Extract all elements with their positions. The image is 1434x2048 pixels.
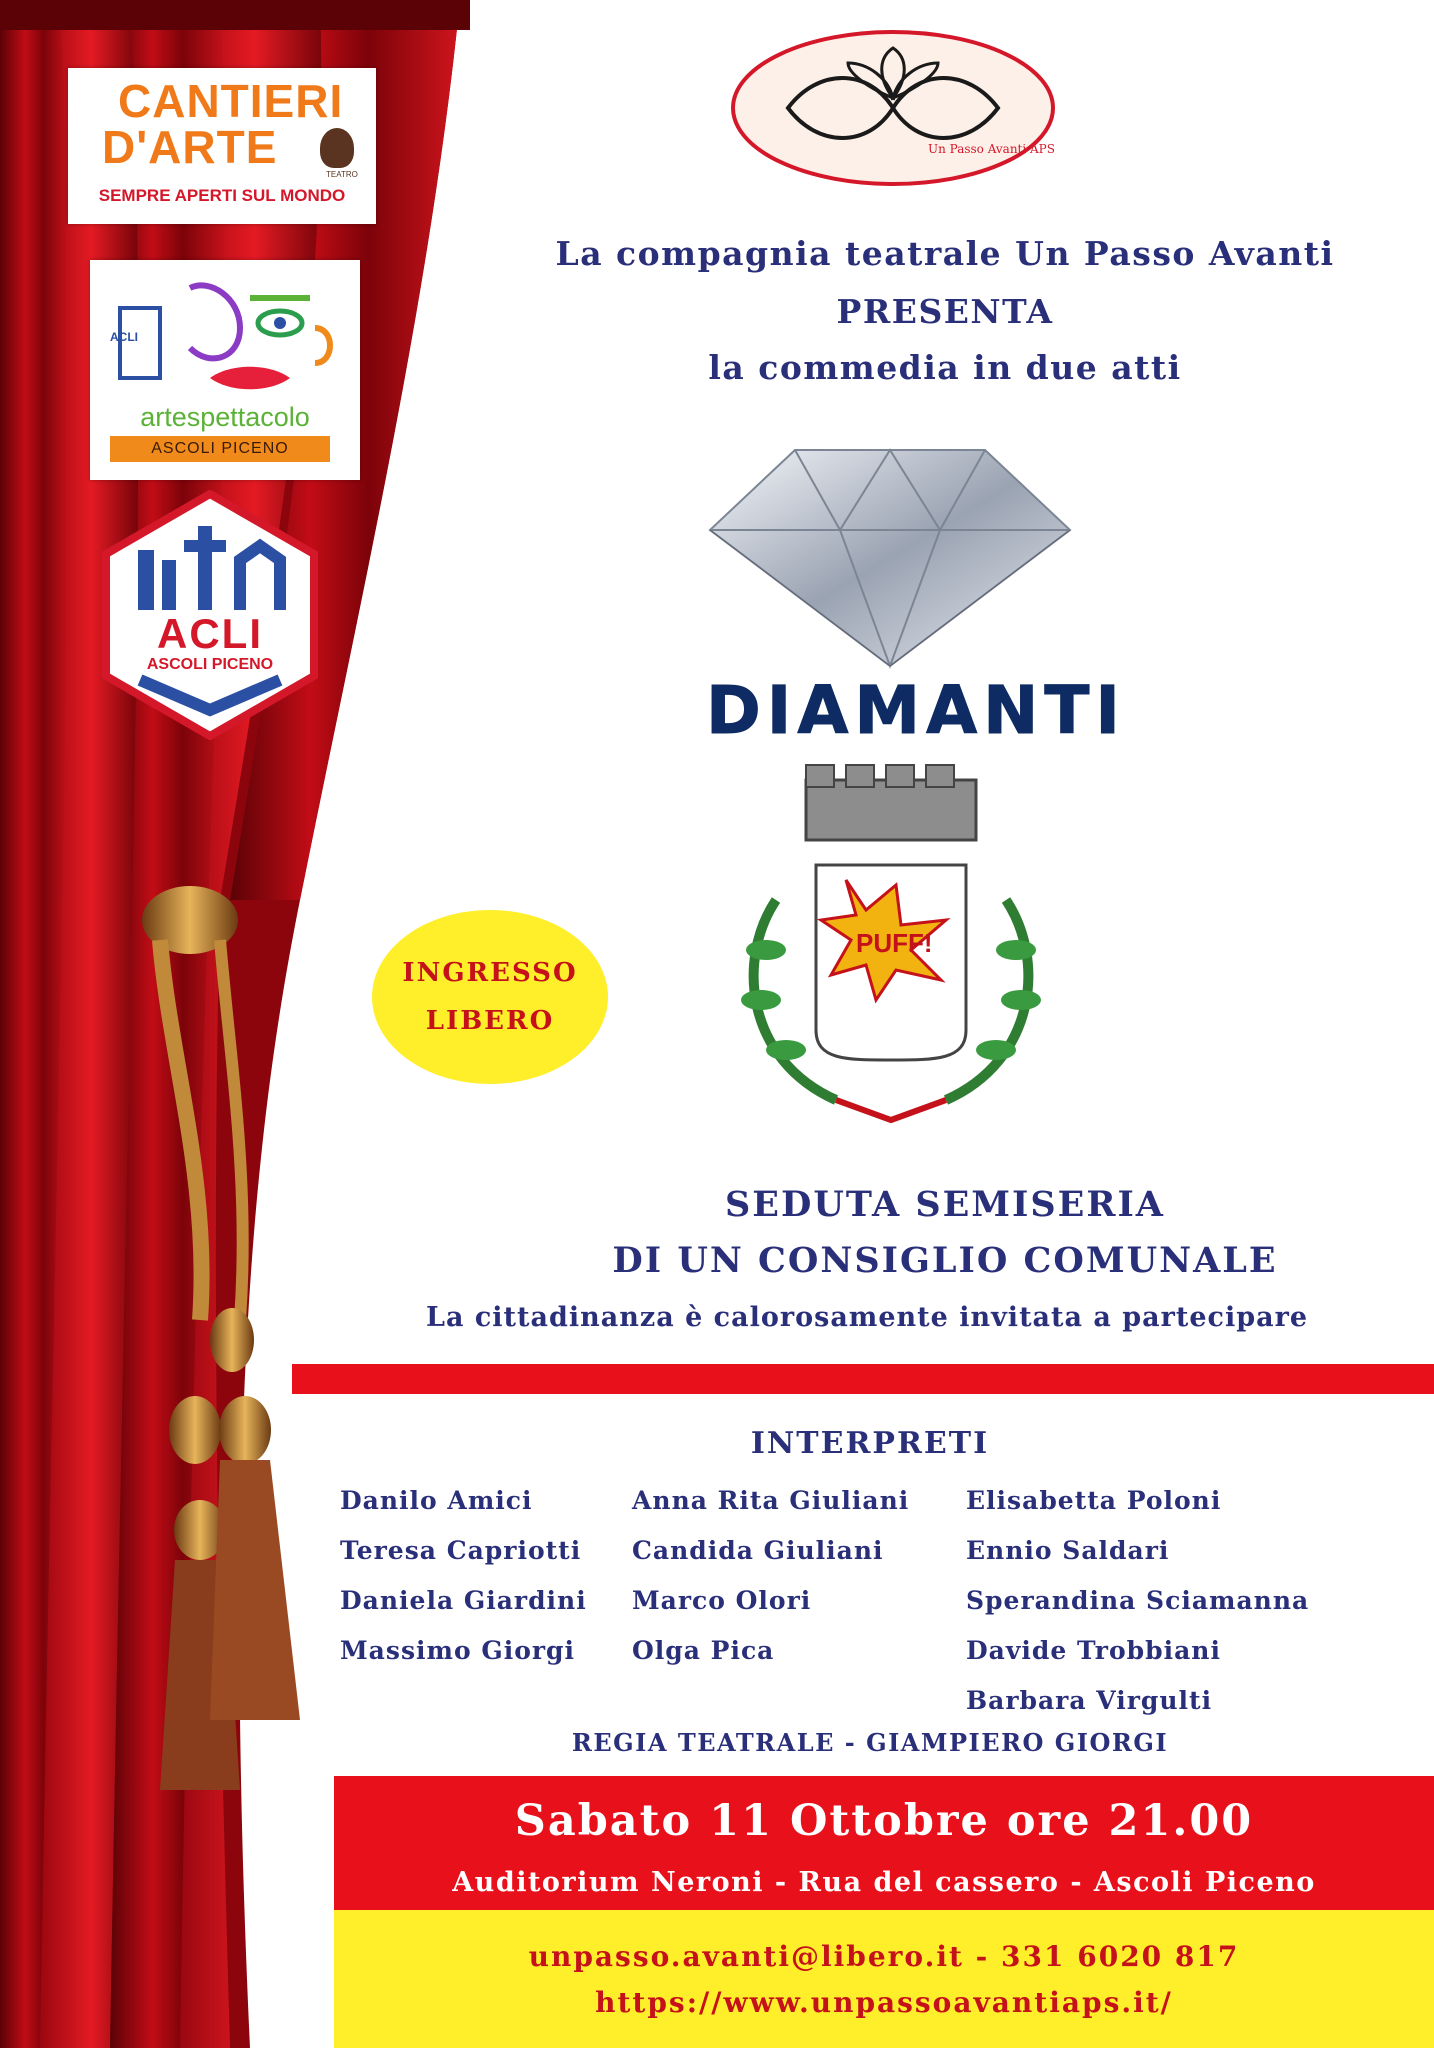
presents-line: PRESENTA bbox=[836, 292, 1054, 331]
cast-member: Ennio Saldari bbox=[966, 1536, 1170, 1565]
diamond-icon bbox=[700, 430, 1080, 670]
cantieri-logo-small: TEATRO bbox=[326, 170, 358, 179]
arte-logo-city: ASCOLI PICENO bbox=[110, 436, 330, 462]
crown-wreath-icon bbox=[716, 760, 1066, 1170]
cast-member: Danilo Amici bbox=[340, 1486, 533, 1515]
contact-website-link[interactable]: https://www.unpassoavantiaps.it/ bbox=[595, 1986, 1173, 2019]
cast-member: Davide Trobbiani bbox=[966, 1636, 1221, 1665]
cast-column-1 bbox=[340, 1483, 587, 1683]
subtitle-line: la commedia in due atti bbox=[708, 348, 1182, 387]
cast-member: Teresa Capriotti bbox=[340, 1536, 582, 1565]
crest-text: PUFF! bbox=[856, 928, 933, 958]
arte-logo-name: artespettacolo bbox=[140, 402, 310, 432]
un-passo-avanti-logo bbox=[728, 28, 1058, 188]
cast-heading: INTERPRETI bbox=[750, 1426, 990, 1461]
cantieri-logo-line1: CANTIERI bbox=[118, 75, 344, 127]
free-entry-badge bbox=[372, 910, 608, 1084]
acli-logo-city: ASCOLI PICENO bbox=[146, 656, 274, 673]
cast-member: Sperandina Sciamanna bbox=[966, 1586, 1310, 1615]
event-title-line1: SEDUTA SEMISERIA bbox=[725, 1184, 1165, 1225]
event-venue: Auditorium Neroni - Rua del cassero - Ascoli Piceno bbox=[452, 1867, 1316, 1898]
event-title-line2: DI UN CONSIGLIO COMUNALE bbox=[612, 1240, 1278, 1281]
artespettacolo-logo bbox=[90, 260, 360, 480]
cantieri-logo-line2: D'ARTE bbox=[102, 121, 278, 173]
director-line: REGIA TEATRALE - GIAMPIERO GIORGI bbox=[571, 1728, 1169, 1757]
cast-member: Daniela Giardini bbox=[340, 1586, 587, 1615]
cast-member: Candida Giuliani bbox=[632, 1536, 884, 1565]
free-entry-line2: LIBERO bbox=[425, 1006, 555, 1036]
arte-logo-acli: ACLI bbox=[110, 330, 138, 344]
cast-member: Anna Rita Giuliani bbox=[632, 1486, 910, 1515]
cantieri-logo-tagline: SEMPRE APERTI SUL MONDO bbox=[98, 186, 346, 205]
brand-logo-name: Un Passo Avanti APS bbox=[928, 142, 1055, 156]
cantieri-darte-logo bbox=[68, 68, 376, 224]
lotus-infinity-icon bbox=[728, 28, 1058, 188]
cast-member: Barbara Virgulti bbox=[966, 1686, 1213, 1715]
cast-column-2 bbox=[632, 1483, 909, 1683]
intro-line: La compagnia teatrale Un Passo Avanti bbox=[555, 234, 1335, 273]
cast-member: Massimo Giorgi bbox=[340, 1636, 576, 1665]
red-divider bbox=[292, 1364, 1434, 1394]
free-entry-line1: INGRESSO bbox=[402, 958, 578, 988]
event-date: Sabato 11 Ottobre ore 21.00 bbox=[514, 1796, 1254, 1846]
invite-line: La cittadinanza è calorosamente invitata a partecipare bbox=[425, 1302, 1309, 1333]
cast-member: Elisabetta Poloni bbox=[966, 1486, 1222, 1515]
municipal-crest bbox=[716, 760, 1066, 1170]
contact-email-phone[interactable]: unpasso.avanti@libero.it - 331 6020 817 bbox=[528, 1940, 1240, 1973]
contact-band bbox=[334, 1910, 1434, 2048]
acli-logo-name: ACLI bbox=[157, 610, 263, 657]
show-title: DIAMANTI bbox=[706, 672, 1126, 749]
acli-ascoli-logo bbox=[100, 490, 320, 740]
cast-member: Olga Pica bbox=[632, 1636, 775, 1665]
cast-column-3 bbox=[966, 1483, 1309, 1733]
theatre-mask-icon bbox=[320, 128, 354, 168]
cast-member: Marco Olori bbox=[632, 1586, 812, 1615]
